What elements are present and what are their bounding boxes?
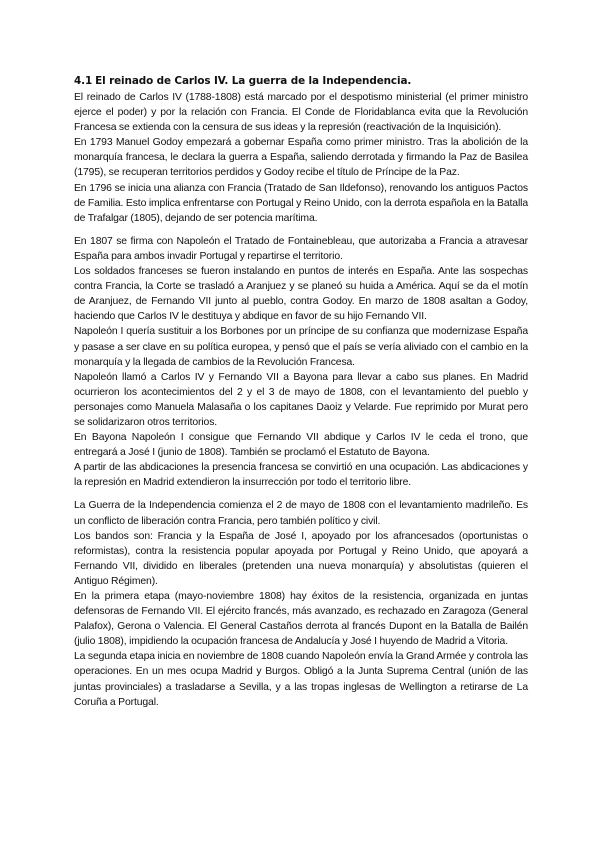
paragraph-motin-aranjuez: Los soldados franceses se fueron instalando en puntos de interés en España. Ante las sospechas contra Francia, la Corte se trasladó a Aranjuez y se planeó su huida a América. Aquí se da el motín de Aranjuez, de Fernando VII junto al pueblo, contra Godoy. En marzo de 1808 asaltan a Godoy, haciendo que Carlos IV le destituya y abdique en favor de su hijo Fernando VII.: [74, 266, 528, 323]
paragraph-bayona-madrid: Napoleón llamó a Carlos IV y Fernando VII a Bayona para llevar a cabo sus planes. En Madrid ocurrieron los acontecimientos del 2 y el 3 de mayo de 1808, con el levantamiento del pueblo y personajes como Manuela Malasaña o los capitanes Daoiz y Velarde. Fue reprimido por Murat pero se solidarizaron otros territorios.: [74, 371, 528, 428]
section-heading: [74, 74, 528, 89]
paragraph-ocupacion: A partir de las abdicaciones la presencia francesa se convirtió en una ocupación. Las abdicaciones y la represión en Madrid extendieron la insurrección por todo el territorio libre.: [74, 462, 528, 489]
paragraph-fontainebleau: En 1807 se firma con Napoleón el Tratado de Fontainebleau, que autorizaba a Francia a atravesar España para ambos invadir Portugal y repartirse el territorio.: [74, 235, 528, 262]
paragraph-gap: [74, 226, 528, 234]
document-page: [74, 74, 528, 710]
paragraph-primera-etapa: En la primera etapa (mayo-noviembre 1808) hay éxitos de la resistencia, organizada en juntas defensoras de Fernando VII. El ejército francés, más avanzado, es rechazado en Zaragoza (General Palafox), Gerona o Valencia. El General Castaños derrota al francés Dupont en la Batalla de Bailén (julio 1808), impidiendo la ocupación francesa de Andalucía y José I huyendo de Madrid a Vitoria.: [74, 591, 528, 648]
paragraph-bandos: Los bandos son: Francia y la España de José I, apoyado por los afrancesados (oportunistas o reformistas), contra la resistencia popular apoyada por Portugal y Reino Unido, que apoyará a Fernando VII, dividido en liberales (pretenden una nueva monarquía) y absolutistas (quieren el Antiguo Régimen).: [74, 530, 528, 587]
paragraph-gap: [74, 490, 528, 498]
paragraph-godoy: En 1793 Manuel Godoy empezará a gobernar España como primer ministro. Tras la abolición de la monarquía francesa, le declara la guerra a España, saliendo derrotada y firmando la Paz de Basilea (1795), se recuperan territorios perdidos y Godoy recibe el título de Príncipe de la Paz.: [74, 137, 528, 179]
paragraph-alianza: En 1796 se inicia una alianza con Francia (Tratado de San Ildefonso), renovando los antiguos Pactos de Familia. Esto implica enfrentarse con Portugal y Reino Unido, con la derrota española en la Batalla de Trafalgar (1805), dejando de ser potencia marítima.: [74, 182, 528, 224]
paragraph-abdicaciones: En Bayona Napoleón I consigue que Fernando VII abdique y Carlos IV le ceda el trono, que entregará a José I (junio de 1808). También se proclamó el Estatuto de Bayona.: [74, 432, 528, 459]
section-number: 4.1: [74, 75, 93, 87]
paragraph-napoleon-borbones: Napoleón I quería sustituir a los Borbones por un príncipe de su confianza que modernizase España y pasase a ser clave en su política europea, y pensó que el país se vería aliviado con el cambio en la monarquía y la llegada de cambios de la Revolución Francesa.: [74, 326, 528, 368]
paragraph-reinado: El reinado de Carlos IV (1788-1808) está marcado por el despotismo ministerial (el primer ministro ejerce el poder) y por la relación con Francia. El Conde de Floridablanca evita que la Revolución Francesa se extienda con la censura de sus ideas y la represión (reactivación de la Inquisición).: [74, 92, 528, 134]
section-title: El reinado de Carlos IV. La guerra de la Independencia.: [95, 75, 412, 87]
paragraph-guerra-independencia: La Guerra de la Independencia comienza el 2 de mayo de 1808 con el levantamiento madrileño. Es un conflicto de liberación contra Francia, pero también político y civil.: [74, 500, 528, 527]
paragraph-segunda-etapa: La segunda etapa inicia en noviembre de 1808 cuando Napoleón envía la Grand Armée y controla las operaciones. En un mes ocupa Madrid y Burgos. Obligó a la Junta Suprema Central (unión de las juntas provinciales) a trasladarse a Sevilla, y a las tropas inglesas de Wellington a retirarse de La Coruña a Portugal.: [74, 651, 528, 708]
